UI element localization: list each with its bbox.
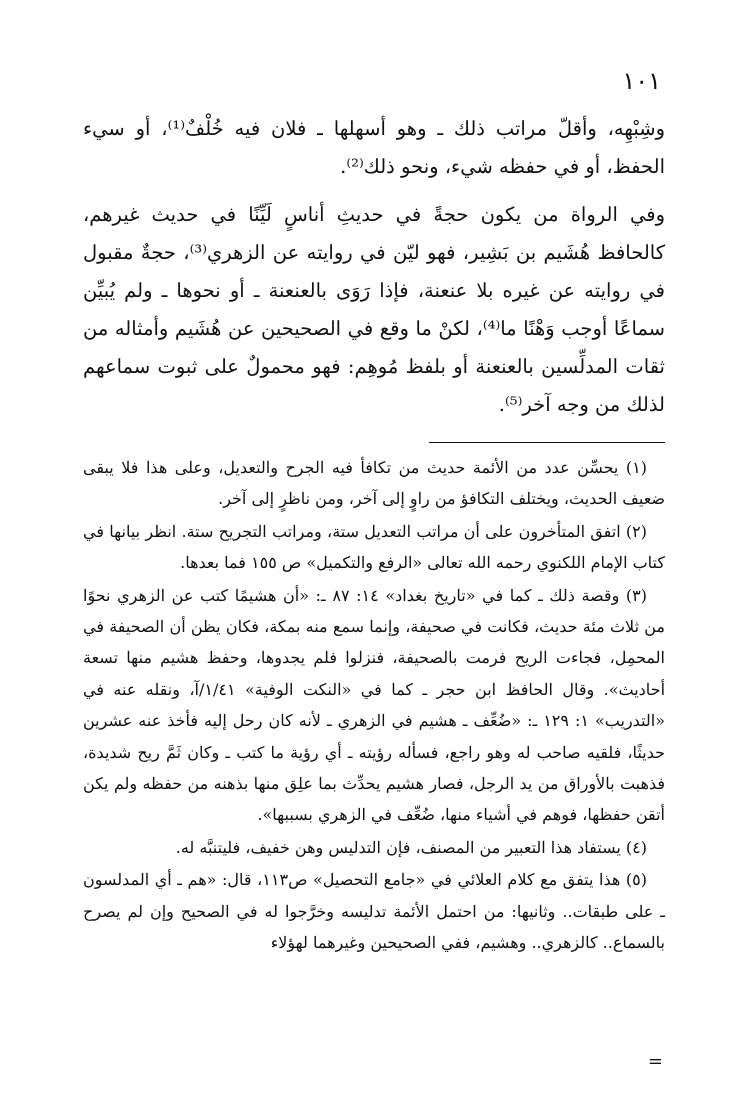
- footnote: (٤) يستفاد هذا التعبير من المصنف، فإن التدليس وهن خفيف، فليتنبَّه له.: [175, 837, 647, 857]
- main-paragraph: وشِبْهِه، وأقلّ مراتب ذلك ـ وهو أسهلها ـ فلان فيه خُلْفٌ⁽¹⁾، أو سيء الحفظ، أو في حفظه شيء، ونحو ذلك⁽²⁾.: [83, 117, 666, 178]
- page-number: ١٠١: [622, 67, 661, 95]
- footnote: (٣) وقصة ذلك ـ كما في «تاريخ بغداد» ١٤: ٨٧ ـ: «أن هشيمًا كتب عن الزهري نحوًا من ثلاث مئة حديث، فكانت في صحيفة، وإنما سمع منه بمكة، فكان يظن أن الصحيفة في المحمِل، فجاءت الريح فرمت بالصحيفة، فنزلوا فلم يجدوها، وحفظ هشيم منها تسعة أحاديث». وقال الحافظ ابن حجر ـ كما في «النكت الوفية» ١/٤١/آ، ونقله عنه في «التدريب» ١: ١٢٩ ـ: «ضُعِّف ـ هشيم في الزهري ـ لأنه كان رحل إليه فأخذ عنه عشرين حديثًا، فلقيه صاحب له وهو راجع، فسأله رؤيته ـ أي رؤية ما كتب ـ وكان ثَمَّ ريح شديدة، فذهبت بالأوراق من يد الرجل، فصار هشيم يحدِّث بما علِق منها بذهنه من حفظه ولم يكن أتقن حفظها، فوهم في أشياء منها، ضُعِّف في الزهري بسببها».: [83, 585, 666, 825]
- main-text: [83, 110, 665, 424]
- footnote-divider: [429, 442, 665, 443]
- continuation-mark: =: [647, 1051, 663, 1072]
- main-paragraph: وفي الرواة من يكون حجةً في حديثِ أناسٍ لَيِّنًا في حديث غيرهم، كالحافظ هُشَيم بن بَشِير، فهو ليّن في روايته عن الزهري⁽³⁾، حجةٌ مقبول في روايته عن غيره بلا عنعنة، فإذا رَوَى بالعنعنة ـ أو نحوها ـ ولم يُبيِّن سماعًا أوجب وَهْنًا ما⁽⁴⁾، لكنْ ما وقع في الصحيحين عن هُشَيم وأمثاله من ثقات المدلِّسين بالعنعنة أو بلفظ مُوهِم: فهو محمولٌ على ثبوت سماعهم لذلك من وجه آخر⁽⁵⁾.: [83, 203, 665, 416]
- footnote: (٥) هذا يتفق مع كلام العلائي في «جامع التحصيل» ص١١٣، قال: «هم ـ أي المدلسون ـ على طبقات.. وثانيها: من احتمل الأئمة تدليسه وخرَّجوا له في الصحيح وإن لم يصرح بالسماع.. كالزهري.. وهشيم، ففي الصحيحين وغيرهما لهؤلاء: [83, 870, 665, 953]
- footnotes: [83, 452, 665, 959]
- footnote: (٢) اتفق المتأخرون على أن مراتب التعديل ستة، ومراتب التجريح ستة. انظر بيانها في كتاب الإمام اللكنوي رحمه الله تعالى «الرفع والتكميل» ص ١٥٥ فما بعدها.: [83, 521, 665, 573]
- footnote: (١) يحسِّن عدد من الأئمة حديث من تكافأ فيه الجرح والتعديل، وعلى هذا فلا يبقى ضعيف الحديث، ويختلف التكافؤ من راوٍ إلى آخر، ومن ناظرٍ إلى آخر.: [83, 458, 665, 509]
